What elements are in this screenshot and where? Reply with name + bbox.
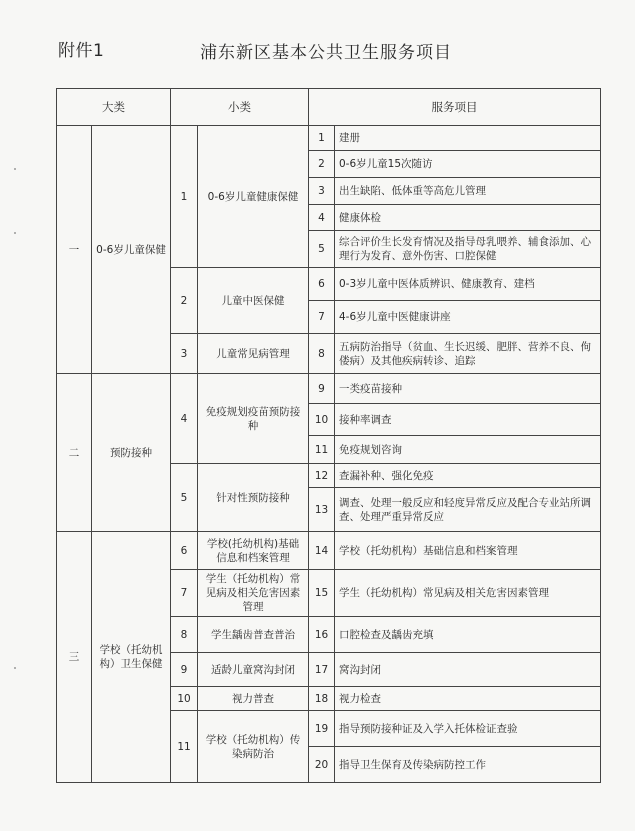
item-text: 指导卫生保育及传染病防控工作 — [335, 747, 601, 783]
services-table — [56, 88, 601, 783]
item-text: 窝沟封闭 — [335, 653, 601, 687]
item-text: 出生缺陷、低体重等高危儿管理 — [335, 178, 601, 205]
scan-speck — [14, 667, 16, 669]
subcategory-number: 5 — [171, 464, 198, 532]
item-number: 4 — [309, 205, 335, 231]
item-text: 接种率调查 — [335, 404, 601, 436]
subcategory-number: 10 — [171, 687, 198, 711]
item-number: 1 — [309, 126, 335, 151]
table-header-row — [57, 89, 601, 126]
category-name: 预防接种 — [92, 374, 171, 532]
subcategory-number: 7 — [171, 570, 198, 617]
subcategory-name: 视力普查 — [198, 687, 309, 711]
subcategory-number: 2 — [171, 268, 198, 334]
item-text: 五病防治指导（贫血、生长迟缓、肥胖、营养不良、佝偻病）及其他疾病转诊、追踪 — [335, 334, 601, 374]
attachment-label: 附件1 — [58, 41, 105, 61]
item-number: 3 — [309, 178, 335, 205]
item-number: 16 — [309, 617, 335, 653]
subcategory-name: 适龄儿童窝沟封闭 — [198, 653, 309, 687]
item-number: 15 — [309, 570, 335, 617]
item-number: 10 — [309, 404, 335, 436]
scan-speck — [14, 232, 16, 234]
subcategory-number: 9 — [171, 653, 198, 687]
item-number: 18 — [309, 687, 335, 711]
item-number: 12 — [309, 464, 335, 488]
item-number: 2 — [309, 151, 335, 178]
subcategory-number: 11 — [171, 711, 198, 783]
item-number: 19 — [309, 711, 335, 747]
item-text: 口腔检查及龋齿充填 — [335, 617, 601, 653]
item-number: 8 — [309, 334, 335, 374]
column-header-subcategory: 小类 — [171, 89, 309, 126]
subcategory-name: 学校（托幼机构）传染病防治 — [198, 711, 309, 783]
item-text: 0-6岁儿童15次随访 — [335, 151, 601, 178]
item-text: 学校（托幼机构）基础信息和档案管理 — [335, 532, 601, 570]
subcategory-number: 4 — [171, 374, 198, 464]
item-text: 综合评价生长发育情况及指导母乳喂养、辅食添加、心理行为发育、意外伤害、口腔保健 — [335, 231, 601, 268]
item-text: 健康体检 — [335, 205, 601, 231]
item-text: 指导预防接种证及入学入托体检证查验 — [335, 711, 601, 747]
item-number: 5 — [309, 231, 335, 268]
item-number: 17 — [309, 653, 335, 687]
table-row — [57, 126, 601, 151]
category-number: 三 — [57, 532, 92, 783]
item-text: 免疫规划咨询 — [335, 436, 601, 464]
column-header-service-items: 服务项目 — [309, 89, 601, 126]
item-number: 9 — [309, 374, 335, 404]
category-name: 0-6岁儿童保健 — [92, 126, 171, 374]
item-text: 调查、处理一般反应和轻度异常反应及配合专业站所调查、处理严重异常反应 — [335, 488, 601, 532]
scan-speck — [14, 168, 16, 170]
subcategory-name: 针对性预防接种 — [198, 464, 309, 532]
subcategory-name: 0-6岁儿童健康保健 — [198, 126, 309, 268]
item-number: 7 — [309, 301, 335, 334]
subcategory-number: 6 — [171, 532, 198, 570]
subcategory-name: 免疫规划疫苗预防接种 — [198, 374, 309, 464]
item-text: 4-6岁儿童中医健康讲座 — [335, 301, 601, 334]
item-text: 一类疫苗接种 — [335, 374, 601, 404]
subcategory-name: 学生龋齿普查普治 — [198, 617, 309, 653]
item-text: 建册 — [335, 126, 601, 151]
table-row — [57, 374, 601, 404]
item-text: 视力检查 — [335, 687, 601, 711]
subcategory-name: 儿童常见病管理 — [198, 334, 309, 374]
subcategory-number: 1 — [171, 126, 198, 268]
item-number: 14 — [309, 532, 335, 570]
item-number: 13 — [309, 488, 335, 532]
item-text: 查漏补种、强化免疫 — [335, 464, 601, 488]
item-number: 6 — [309, 268, 335, 301]
subcategory-number: 8 — [171, 617, 198, 653]
subcategory-name: 学校(托幼机构)基础信息和档案管理 — [198, 532, 309, 570]
category-name: 学校（托幼机构）卫生保健 — [92, 532, 171, 783]
item-text: 学生（托幼机构）常见病及相关危害因素管理 — [335, 570, 601, 617]
item-number: 20 — [309, 747, 335, 783]
category-number: 二 — [57, 374, 92, 532]
category-number: 一 — [57, 126, 92, 374]
page-title: 浦东新区基本公共卫生服务项目 — [200, 43, 452, 63]
item-text: 0-3岁儿童中医体质辨识、健康教育、建档 — [335, 268, 601, 301]
subcategory-name: 儿童中医保健 — [198, 268, 309, 334]
column-header-category: 大类 — [57, 89, 171, 126]
subcategory-name: 学生（托幼机构）常见病及相关危害因素管理 — [198, 570, 309, 617]
item-number: 11 — [309, 436, 335, 464]
table-row — [57, 532, 601, 570]
subcategory-number: 3 — [171, 334, 198, 374]
